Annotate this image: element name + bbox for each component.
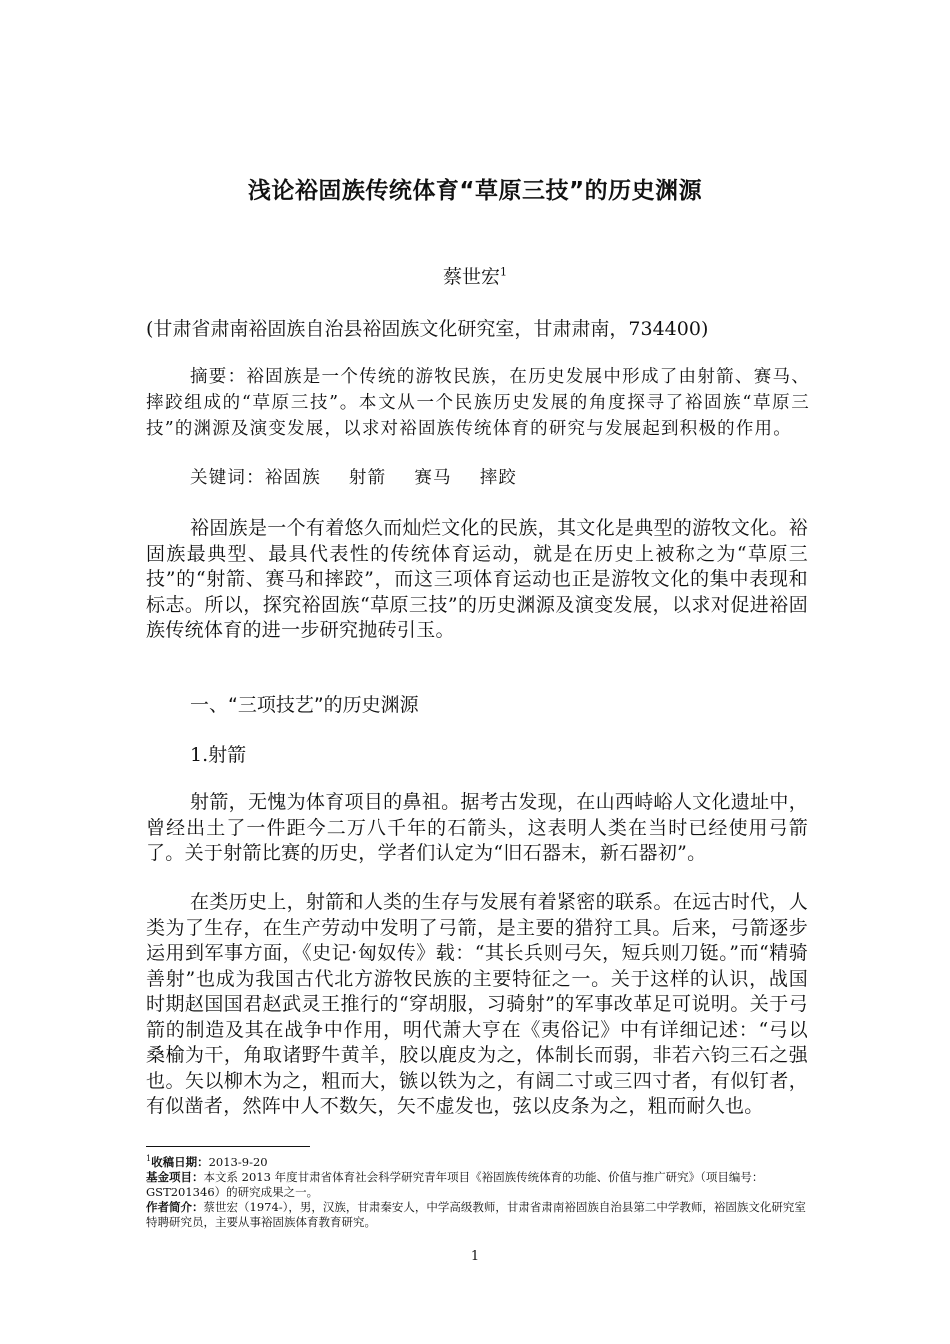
keyword: 摔跤: [479, 468, 518, 488]
footnote-mark: 1: [146, 1154, 152, 1163]
page-number: 1: [470, 1249, 480, 1264]
footnotes: [146, 1151, 810, 1230]
keyword: 裕固族: [264, 468, 321, 488]
author-name: 蔡世宏: [442, 266, 500, 288]
section-heading: 一、“三项技艺”的历史渊源: [190, 694, 419, 716]
affiliation: (甘肃省肃南裕固族自治县裕固族文化研究室，甘肃肃南，734400): [146, 318, 709, 340]
keyword: 射箭: [348, 468, 387, 488]
author-line: [0, 262, 950, 289]
abstract: 摘要：裕固族是一个传统的游牧民族，在历史发展中形成了由射箭、赛马、摔跤组成的“草原三技”。本文从一个民族历史发展的角度探寻了裕固族“草原三技”的渊源及演变发展，以求对裕固族传统体育的研究与发展起到积极的作用。: [146, 367, 810, 439]
fund-value: 本文系 2013 年度甘肃省体育社会科学研究青年项目《裕固族传统体育的功能、价值与推广研究》（项目编号：GST201346）的研究成果之一。: [146, 1169, 764, 1199]
keyword: 赛马: [414, 468, 452, 488]
body-paragraph: 射箭，无愧为体育项目的鼻祖。据考古发现，在山西峙峪人文化遗址中，曾经出土了一件距今二万八千年的石箭头，这表明人类在当时已经使用弓箭了。关于射箭比赛的历史，学者们认定为“旧石器末，新石器初”。: [146, 791, 808, 864]
paper-title: 浅论裕固族传统体育“草原三技”的历史渊源: [247, 178, 703, 204]
footnote-author: [146, 1200, 810, 1230]
intro-paragraph: 裕固族是一个有着悠久而灿烂文化的民族，其文化是典型的游牧文化。裕固族最典型、最具代表性的传统体育运动，就是在历史上被称之为“草原三技”的“射箭、赛马和摔跤”，而这三项体育运动也正是游牧文化的集中表现和标志。所以，探究裕固族“草原三技”的历史渊源及演变发展，以求对促进裕固族传统体育的进一步研究抛砖引玉。: [146, 517, 808, 641]
author-bio-label: 作者简介：: [146, 1199, 204, 1214]
footnote-received: [146, 1151, 810, 1170]
keywords-label: 关键词：: [190, 468, 265, 488]
body-paragraph: 在类历史上，射箭和人类的生存与发展有着紧密的联系。在远古时代，人类为了生存，在生产劳动中发明了弓箭，是主要的猎狩工具。后来，弓箭逐步运用到军事方面，《史记·匈奴传》载：“其长兵则弓矢，短兵则刀铤。”而“精骑善射”也成为我国古代北方游牧民族的主要特征之一。关于这样的认识，战国时期赵国国君赵武灵王推行的“穿胡服，习骑射”的军事改革足可说明。关于弓箭的制造及其在战争中作用，明代萧大亨在《夷俗记》中有详细记述：“弓以桑榆为干，角取诸野牛黄羊，胶以鹿皮为之，体制长而弱，非若六钧三石之强也。矢以柳木为之，粗而大，镞以铁为之，有阔二寸或三四寸者，有似钉者，有似凿者，然阵中人不数矢，矢不虚发也，弦以皮条为之，粗而耐久也。: [146, 891, 808, 1117]
author-bio-value: 蔡世宏（1974-），男，汉族，甘肃秦安人，中学高级教师，甘肃省肃南裕固族自治县第二中学教师，裕固族文化研究室特聘研究员，主要从事裕固族体育教育研究。: [146, 1199, 806, 1229]
keywords: [190, 464, 527, 489]
footnote-fund: [146, 1170, 810, 1200]
footnote-separator: [146, 1146, 310, 1147]
subsection-heading: 1.射箭: [190, 744, 247, 766]
fund-label: 基金项目：: [146, 1169, 204, 1184]
author-footnote-mark: 1: [500, 265, 507, 279]
received-value: 2013-9-20: [208, 1154, 268, 1169]
received-label: 收稿日期：: [151, 1154, 209, 1169]
